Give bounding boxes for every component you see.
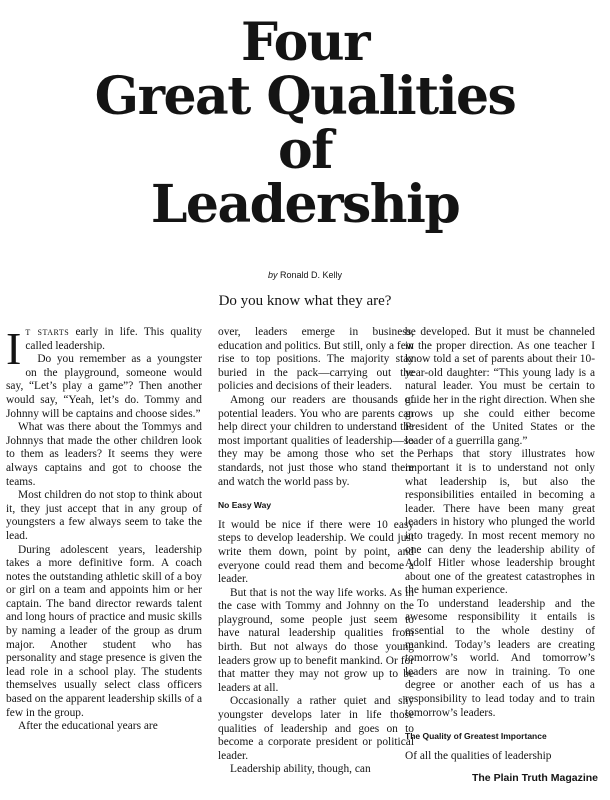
lead-paragraph [6, 323, 202, 374]
paragraph: What was there about the Tommys and Johnnys that made the other children look to them as leaders? It seems they were always captains and got to choose the teams. [6, 421, 202, 488]
paragraph: Do you remember as a youngster on the playground, someone would say, “Let’s play a game”? Then another would say, “Yeah, let’s do. Tommy and Johnny will be captains and choose sides.” [6, 353, 202, 420]
lead-text: early in life. This quality called leadership. [25, 326, 202, 352]
paragraph: It would be nice if there were 10 easy steps to develop leadership. We could just write them down, point by point, and everyone could read them and become a leader. [218, 518, 414, 586]
author-name: Ronald D. Kelly [280, 270, 343, 280]
paragraph: Perhaps that story illustrates how important it is to understand not only what leadership is, but also the responsibilities entailed in becoming a leader. There have been many great leaders in history who plunged the world into tragedy. In most recent memory no one can deny the leadership ability of Adolf Hitler whose leadership brought about one of the greatest catastrophes in the human experience. [405, 448, 595, 597]
title-line: Great Qualities [94, 66, 516, 127]
paragraph: Of all the qualities of leadership [405, 749, 552, 762]
paragraph: Most children do not stop to think about it, they just accept that in any group of youngsters a few always seem to take the lead. [6, 489, 202, 542]
text-column-3 [405, 326, 595, 763]
byline-prefix: by [267, 270, 278, 280]
text-column-1 [6, 323, 202, 734]
paragraph: After the educational years are [18, 720, 158, 733]
paragraph: be developed. But it must be channeled in the proper direction. As one teacher I know told a set of parents about their 10-year-old daughter: “This young lady is a natural leader. You must be certain to guide her in the right direction. When she grows up she could either become President of the United States or the leader of a guerrilla gang.” [405, 326, 595, 447]
byline [0, 270, 610, 280]
lead-small-caps: t starts [25, 326, 70, 338]
paragraph: During adolescent years, leadership takes a more definitive form. A coach notes the outstanding athletic skill of a boy or girl on a team and appoints him or her captain. The band director rewards talent and long hours of practice and music skills by naming a leader of the group as drum major. Another student who has personality and stage presence is given the lead role in a school play. The students themselves usually select class officers based on the apparent leadership skills of a few in the group. [6, 543, 202, 719]
title-line: of [277, 120, 333, 181]
text-column-2 [218, 326, 414, 777]
article-subtitle: Do you know what they are? [218, 293, 392, 309]
section-heading: No Easy Way [218, 500, 272, 511]
article-title [0, 12, 610, 235]
drop-cap: I [6, 323, 22, 374]
publication-footer: The Plain Truth Magazine [471, 772, 598, 784]
title-line: Leadership [150, 174, 460, 235]
section-heading: The Quality of Greatest Importance [405, 731, 547, 742]
paragraph: To understand leadership and the awesome responsibility it entails is essential to the whole destiny of mankind. Today’s leaders are creating tomorrow’s world. And tomorrow’s leaders are now in training. To one degree or another each of us has a responsibility to lead today and to train tomorrow’s leaders. [405, 597, 595, 719]
title-line: Four [241, 12, 369, 73]
paragraph: Among our readers are thousands of potential leaders. You who are parents can help direct your children to understand the most important qualities of leadership—so they may be among those who set the standards, not just those who stand there and watch the world pass by. [218, 393, 414, 488]
paragraph: Leadership ability, though, can [230, 763, 371, 776]
paragraph: over, leaders emerge in business, education and politics. But still, only a few rise to top positions. The majority stay buried in the pack—carrying out the policies and decisions of their leaders. [218, 326, 414, 393]
paragraph: But that is not the way life works. As in the case with Tommy and Johnny on the playground, some people just seem to have natural leadership qualities from birth. But not always do those young leaders grow up to benefit mankind. Or for that matter they may not grow up to be leaders at all. [218, 586, 414, 694]
paragraph: Occasionally a rather quiet and shy youngster develops later in life those qualities of leadership and goes on to become a corporate president or political leader. [218, 695, 414, 762]
